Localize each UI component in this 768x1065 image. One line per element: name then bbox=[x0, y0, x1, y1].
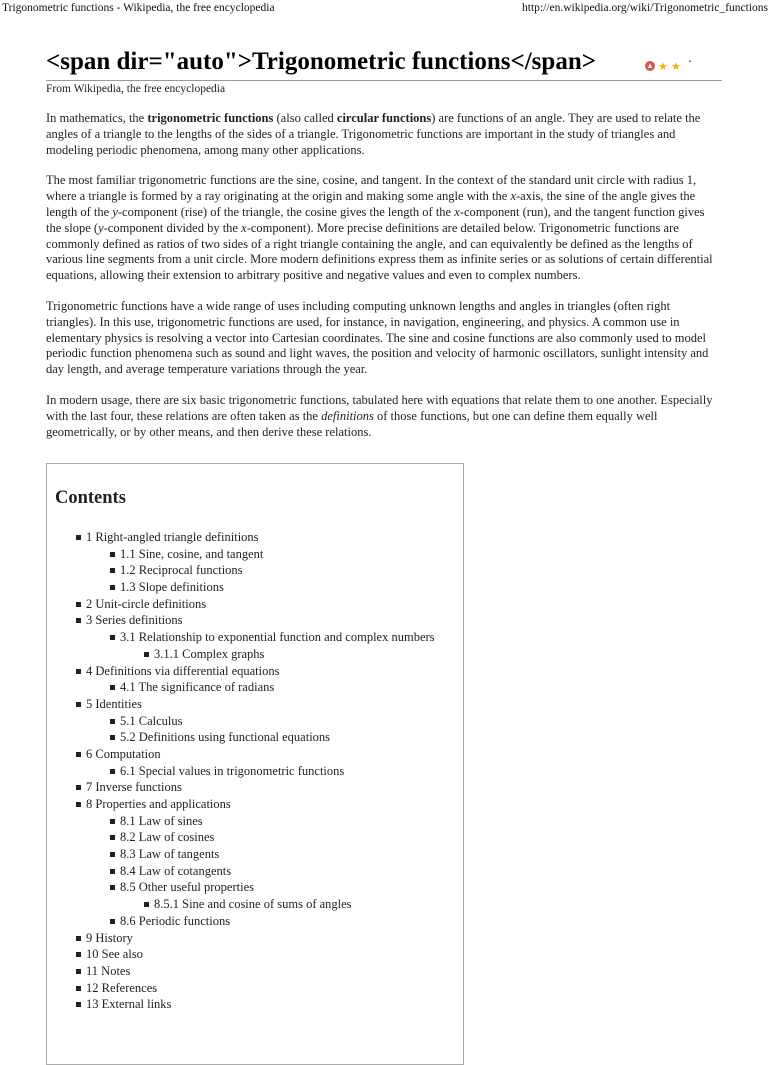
print-header-title: Trigonometric functions - Wikipedia, the free encyclopedia bbox=[2, 2, 275, 14]
toc-title: Contents bbox=[55, 488, 126, 508]
toc-link[interactable]: 8.6 Periodic functions bbox=[120, 913, 231, 928]
bullet-icon bbox=[144, 902, 149, 907]
text-run: of those functions, but one can define them equally well geometrically, or by other means, and then derive these relations. bbox=[46, 408, 658, 439]
toc-item[interactable] bbox=[47, 579, 463, 596]
toc-link[interactable]: 3 Series definitions bbox=[86, 613, 183, 628]
print-header bbox=[0, 0, 768, 18]
paragraph-modern-usage bbox=[46, 393, 722, 440]
bullet-icon bbox=[110, 835, 115, 840]
toc-item[interactable] bbox=[47, 779, 463, 796]
text-run: -component (rise) of the triangle, the cosine gives the length of the bbox=[117, 204, 455, 219]
toc-link[interactable]: 3.1 Relationship to exponential function and complex numbers bbox=[120, 630, 435, 645]
toc-item[interactable] bbox=[47, 913, 463, 930]
text-run: The most familiar trigonometric functions are the sine, cosine, and tangent. In the context of the standard unit circle with radius 1, where a triangle is formed by a ray originating at the origin and making some angle with the bbox=[46, 173, 697, 204]
paragraph-uses: Trigonometric functions have a wide range of uses including computing unknown lengths and angles in triangles (often right triangles). In this use, trigonometric functions are used, for instance, in navigation, engineering, and physics. A common use in elementary physics is resolving a vector into Cartesian coordinates. The sine and cosine functions are also commonly used to model periodic function phenomena such as sound and light waves, the position and velocity of harmonic oscillators, sunlight intensity and day length, and average temperature variations through the year. bbox=[46, 298, 709, 377]
bullet-icon bbox=[144, 652, 149, 657]
bullet-icon bbox=[110, 919, 115, 924]
toc-link[interactable]: 10 See also bbox=[86, 947, 143, 962]
paragraph-intro bbox=[46, 111, 722, 158]
toc-item[interactable] bbox=[47, 663, 463, 680]
toc-item[interactable] bbox=[47, 596, 463, 613]
toc-item[interactable] bbox=[47, 980, 463, 997]
toc-item[interactable] bbox=[47, 713, 463, 730]
toc-link[interactable]: 1.2 Reciprocal functions bbox=[120, 563, 243, 578]
star-icon[interactable]: ★ bbox=[658, 59, 668, 73]
bold-term: circular functions bbox=[336, 111, 432, 125]
toc-link[interactable]: 8.1 Law of sines bbox=[120, 813, 203, 828]
bullet-icon bbox=[76, 936, 81, 941]
toc-link[interactable]: 5.2 Definitions using functional equations bbox=[120, 730, 331, 745]
toc-link[interactable]: 4.1 The significance of radians bbox=[120, 680, 275, 695]
toc-link[interactable]: 6 Computation bbox=[86, 746, 161, 761]
italic-var: y bbox=[98, 220, 104, 235]
bullet-icon bbox=[76, 535, 81, 540]
toc-link[interactable]: 7 Inverse functions bbox=[86, 780, 182, 795]
toc-item[interactable] bbox=[47, 846, 463, 863]
toc-item[interactable] bbox=[47, 829, 463, 846]
toc-link[interactable]: 1 Right-angled triangle definitions bbox=[86, 530, 259, 544]
text-run: -component divided by the bbox=[103, 220, 242, 235]
toc-link[interactable]: 3.1.1 Complex graphs bbox=[154, 646, 265, 661]
toc-link[interactable]: 12 References bbox=[86, 980, 158, 995]
bullet-icon bbox=[110, 852, 115, 857]
bullet-icon bbox=[76, 602, 81, 607]
good-article-icon[interactable] bbox=[645, 61, 655, 71]
italic-var: x bbox=[510, 189, 517, 204]
toc-link[interactable]: 8.4 Law of cotangents bbox=[120, 863, 232, 878]
paragraph-definitions bbox=[46, 173, 722, 284]
text-run: (also called bbox=[273, 111, 337, 125]
bullet-icon bbox=[76, 952, 81, 957]
toc-item[interactable] bbox=[47, 963, 463, 980]
bullet-icon bbox=[110, 685, 115, 690]
toc-item[interactable] bbox=[47, 746, 463, 763]
toc-link[interactable]: 1.1 Sine, cosine, and tangent bbox=[120, 546, 264, 561]
bullet-icon bbox=[76, 969, 81, 974]
italic-var: x bbox=[454, 204, 460, 219]
bullet-icon bbox=[110, 885, 115, 890]
bullet-icon bbox=[110, 568, 115, 573]
toc-link[interactable]: 1.3 Slope definitions bbox=[120, 580, 224, 595]
text-run: In mathematics, the bbox=[46, 111, 148, 125]
toc-item[interactable] bbox=[47, 930, 463, 947]
toc-list bbox=[47, 529, 463, 1013]
toc-item[interactable] bbox=[47, 813, 463, 830]
toc-link[interactable]: 8.5 Other useful properties bbox=[120, 880, 254, 895]
toc-link[interactable]: 8.2 Law of cosines bbox=[120, 830, 215, 845]
bullet-icon bbox=[110, 819, 115, 824]
toc-link[interactable]: 2 Unit-circle definitions bbox=[86, 596, 207, 611]
bullet-icon bbox=[110, 635, 115, 640]
bullet-icon bbox=[76, 986, 81, 991]
italic-term: definitions bbox=[321, 408, 374, 423]
toc-link[interactable]: 8.3 Law of tangents bbox=[120, 847, 220, 862]
bullet-icon bbox=[76, 618, 81, 623]
bullet-icon bbox=[110, 869, 115, 874]
bullet-icon bbox=[110, 719, 115, 724]
text-run: -axis, the sine of the angle gives the length of the bbox=[46, 189, 696, 219]
toc-item[interactable] bbox=[47, 796, 463, 813]
bullet-icon bbox=[110, 769, 115, 774]
heading-row bbox=[46, 44, 722, 81]
toc-item[interactable] bbox=[47, 679, 463, 696]
text-run: ) are functions of an angle. They are used to relate the angles of a triangle to the lengths of the sides of a triangle. Trigonometric functions are important in the study of triangles and modeling periodic phenomena, among many other applications. bbox=[46, 111, 701, 157]
toc-link[interactable]: 8.5.1 Sine and cosine of sums of angles bbox=[154, 897, 352, 912]
toc-item[interactable] bbox=[47, 646, 463, 663]
toc-item[interactable] bbox=[47, 946, 463, 963]
toc-link[interactable]: 5 Identities bbox=[86, 696, 142, 711]
dot-icon: · bbox=[687, 55, 693, 70]
toc-item[interactable] bbox=[47, 696, 463, 713]
toc-link[interactable]: 13 External links bbox=[86, 997, 172, 1012]
toc-link[interactable]: 6.1 Special values in trigonometric functions bbox=[120, 763, 345, 778]
toc-link[interactable]: 9 History bbox=[86, 930, 133, 945]
toc-link[interactable]: 8 Properties and applications bbox=[86, 797, 231, 811]
toc-item[interactable] bbox=[47, 729, 463, 746]
toc-link[interactable]: 4 Definitions via differential equations bbox=[86, 663, 280, 678]
page-title: <span dir="auto">Trigonometric functions</span> bbox=[46, 48, 596, 75]
toc-item[interactable] bbox=[47, 879, 463, 896]
bullet-icon bbox=[110, 735, 115, 740]
bullet-icon bbox=[110, 552, 115, 557]
text-run: -component (run), and the tangent function gives the slope ( bbox=[46, 204, 705, 235]
bullet-icon bbox=[76, 702, 81, 707]
italic-var: x bbox=[241, 220, 247, 235]
text-run: -component). More precise definitions are detailed below. Trigonometric functions are commonly defined as ratios of two sides of a right triangle containing the angle, and can equivalently be defined as the lengths of various line segments from a unit circle. More modern definitions express them as infinite series or as solutions of certain differential equations, allowing their extension to arbitrary positive and negative values and even to complex numbers. bbox=[46, 220, 713, 283]
bold-term: trigonometric functions bbox=[147, 111, 274, 125]
bullet-icon bbox=[76, 785, 81, 790]
article-content bbox=[46, 44, 722, 440]
bullet-icon bbox=[76, 1002, 81, 1007]
article-badges bbox=[645, 55, 693, 73]
toc-item[interactable] bbox=[47, 546, 463, 563]
star-icon[interactable]: ★ bbox=[670, 59, 681, 73]
toc-item[interactable] bbox=[47, 629, 463, 646]
toc-item[interactable] bbox=[47, 562, 463, 579]
toc-link[interactable]: 11 Notes bbox=[86, 963, 131, 978]
bullet-icon bbox=[110, 585, 115, 590]
table-of-contents bbox=[46, 463, 464, 1065]
toc-item[interactable] bbox=[47, 896, 463, 913]
bullet-icon bbox=[76, 669, 81, 674]
toc-item[interactable] bbox=[47, 529, 463, 546]
toc-item[interactable] bbox=[47, 996, 463, 1013]
bullet-icon bbox=[76, 752, 81, 757]
toc-item[interactable] bbox=[47, 612, 463, 629]
bullet-icon bbox=[76, 802, 81, 807]
print-header-url: http://en.wikipedia.org/wiki/Trigonometric_functions bbox=[522, 2, 768, 14]
italic-var: y bbox=[112, 204, 118, 219]
toc-item[interactable] bbox=[47, 763, 463, 780]
toc-link[interactable]: 5.1 Calculus bbox=[120, 713, 183, 728]
text-run: In modern usage, there are six basic trigonometric functions, tabulated here with equations that relate them to one another. Especially with the last four, these relations are often taken as the bbox=[46, 392, 713, 423]
site-subtitle: From Wikipedia, the free encyclopedia bbox=[46, 83, 226, 95]
toc-item[interactable] bbox=[47, 863, 463, 880]
